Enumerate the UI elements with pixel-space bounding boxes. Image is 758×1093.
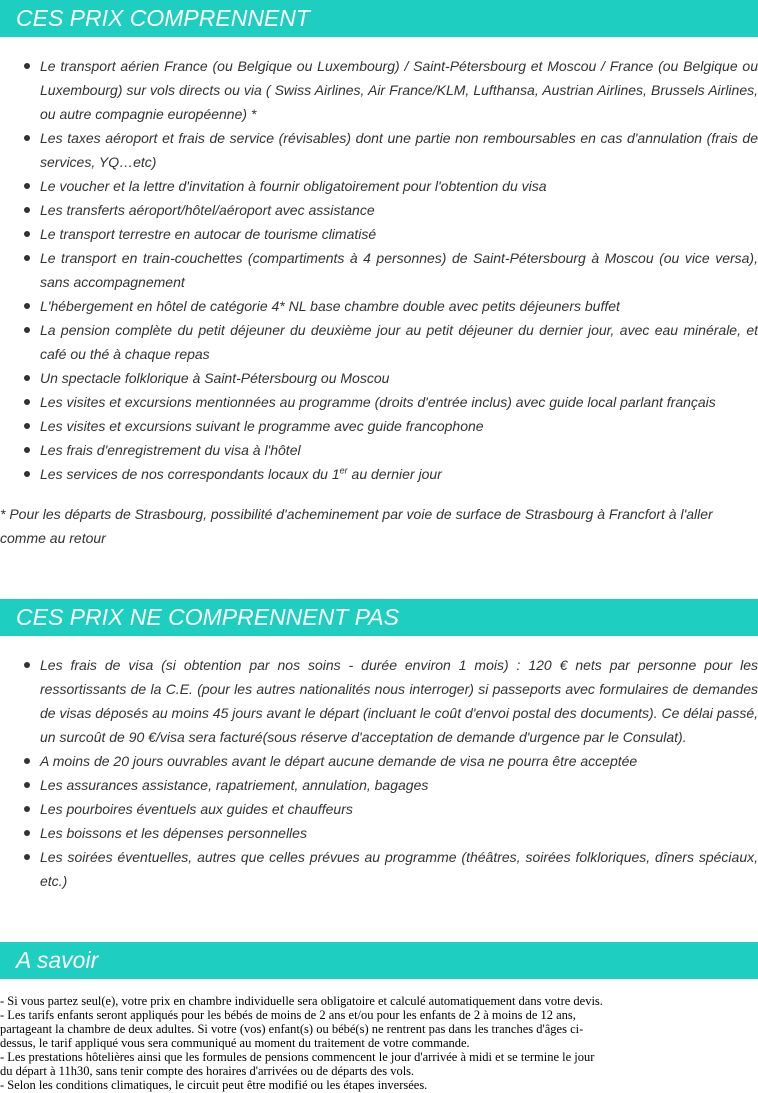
bullet-icon: [24, 183, 30, 189]
bullet-icon: [24, 854, 30, 860]
list-item: Les visites et excursions suivant le programme avec guide francophone: [0, 414, 758, 438]
list-item: Les services de nos correspondants locaux du 1er au dernier jour: [0, 462, 758, 486]
bullet-icon: [24, 303, 30, 309]
bullet-icon: [24, 423, 30, 429]
info-line: - Selon les conditions climatiques, le circuit peut être modifié ou les étapes inversées.: [0, 1078, 428, 1092]
bullet-icon: [24, 782, 30, 788]
info-line: dessus, le tarif appliqué vous sera communiqué au moment du traitement de votre commande.: [0, 1036, 470, 1050]
list-item: Le transport en train-couchettes (compartiments à 4 personnes) de Saint-Pétersbourg à Moscou (ou vice versa), sans accompagnement: [0, 246, 758, 294]
a-savoir-text: [0, 994, 758, 1092]
bullet-icon: [24, 447, 30, 453]
included-list: [0, 54, 758, 486]
bullet-icon: [24, 63, 30, 69]
list-item: Les pourboires éventuels aux guides et chauffeurs: [0, 797, 758, 821]
bullet-icon: [24, 758, 30, 764]
not-included-list: [0, 653, 758, 893]
list-item: Les visites et excursions mentionnées au programme (droits d'entrée inclus) avec guide local parlant français: [0, 390, 758, 414]
list-item: Les frais de visa (si obtention par nos soins - durée environ 1 mois) : 120 € nets par personne pour les ressortissants de la C.E. (pour les autres nationalités nous interroger) si passeports avec formulaires de demandes de visas déposés au moins 45 jours avant le départ (incluant le coût d'envoi postal des documents). Ce délai passé, un surcoût de 90 €/visa sera facturé(sous réserve d'acceptation de demande d'urgence par le Consulat).: [0, 653, 758, 749]
list-item: Le transport terrestre en autocar de tourisme climatisé: [0, 222, 758, 246]
footnote: * Pour les départs de Strasbourg, possibilité d'acheminement par voie de surface de Strasbourg à Francfort à l'aller comme au retour: [0, 506, 713, 546]
list-item: Les assurances assistance, rapatriement, annulation, bagages: [0, 773, 758, 797]
bullet-icon: [24, 327, 30, 333]
list-item: La pension complète du petit déjeuner du deuxième jour au petit déjeuner du dernier jour, avec eau minérale, et café ou thé à chaque repas: [0, 318, 758, 366]
list-item: Le voucher et la lettre d'invitation à fournir obligatoirement pour l'obtention du visa: [0, 174, 758, 198]
section-header-not-included: CES PRIX NE COMPRENNENT PAS: [0, 599, 758, 636]
bullet-icon: [24, 662, 30, 668]
info-line: - Les tarifs enfants seront appliqués pour les bébés de moins de 2 ans et/ou pour les enfants de 2 à moins de 12 ans,: [0, 1008, 576, 1022]
bullet-icon: [24, 375, 30, 381]
list-item: A moins de 20 jours ouvrables avant le départ aucune demande de visa ne pourra être acceptée: [0, 749, 758, 773]
info-line: du départ à 11h30, sans tenir compte des horaires d'arrivées ou de départs des vols.: [0, 1064, 415, 1078]
list-item: Les boissons et les dépenses personnelles: [0, 821, 758, 845]
bullet-icon: [24, 399, 30, 405]
section-header-included: CES PRIX COMPRENNENT: [0, 0, 758, 37]
list-item: Les soirées éventuelles, autres que celles prévues au programme (théâtres, soirées folkloriques, dîners spéciaux, etc.): [0, 845, 758, 893]
bullet-icon: [24, 207, 30, 213]
list-item: L'hébergement en hôtel de catégorie 4* NL base chambre double avec petits déjeuners buffet: [0, 294, 758, 318]
bullet-icon: [24, 255, 30, 261]
list-item: Les taxes aéroport et frais de service (révisables) dont une partie non remboursables en cas d'annulation (frais de services, YQ…etc): [0, 126, 758, 174]
info-line: - Si vous partez seul(e), votre prix en chambre individuelle sera obligatoire et calculé automatiquement dans votre devis.: [0, 994, 603, 1008]
list-item: Les frais d'enregistrement du visa à l'hôtel: [0, 438, 758, 462]
bullet-icon: [24, 231, 30, 237]
info-line: partageant la chambre de deux adultes. Si votre (vos) enfant(s) ou bébé(s) ne rentrent pas dans les tranches d'âges ci-: [0, 1022, 584, 1036]
section-header-a-savoir: A savoir: [0, 942, 758, 979]
list-item: Les transferts aéroport/hôtel/aéroport avec assistance: [0, 198, 758, 222]
bullet-icon: [24, 830, 30, 836]
list-item: Un spectacle folklorique à Saint-Pétersbourg ou Moscou: [0, 366, 758, 390]
list-item: Le transport aérien France (ou Belgique ou Luxembourg) / Saint-Pétersbourg et Moscou / France (ou Belgique ou Luxembourg) sur vols directs ou via ( Swiss Airlines, Air France/KLM, Lufthansa, Austrian Airlines, Brussels Airlines, ou autre compagnie européenne) *: [0, 54, 758, 126]
bullet-icon: [24, 806, 30, 812]
bullet-icon: [24, 135, 30, 141]
info-line: - Les prestations hôtelières ainsi que les formules de pensions commencent le jour d'arrivée à midi et se termine le jour: [0, 1050, 595, 1064]
bullet-icon: [24, 471, 30, 477]
